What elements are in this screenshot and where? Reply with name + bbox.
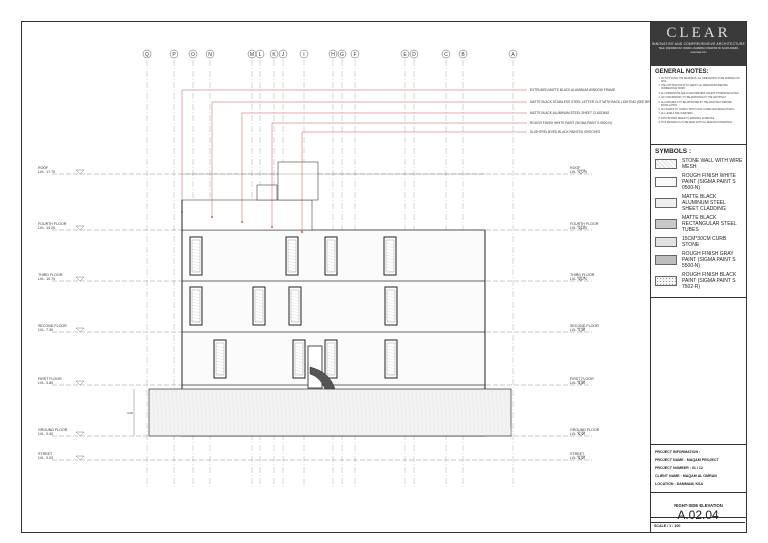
level-name-left: THIRD FLOOR	[38, 273, 63, 277]
level-name-left: GROUND FLOOR	[38, 428, 68, 432]
callout-dot	[211, 216, 213, 218]
grid-label: E	[403, 52, 407, 58]
grid-label: I	[303, 52, 305, 58]
symbol-row	[655, 236, 743, 248]
title-block	[650, 22, 746, 532]
ground-podium	[149, 389, 511, 436]
level-name-right: FIRST FLOOR	[570, 377, 594, 381]
note-item: 6. ALL WORKS TO COMPLY WITH LOCAL CODES AND REGULATIONS.	[661, 109, 743, 112]
symbol-swatch	[655, 159, 677, 169]
level-value-right: LVL. 14.20	[570, 226, 588, 230]
level-value-right: LVL. 17.70	[570, 170, 588, 174]
level-name-right: GROUND FLOOR	[570, 428, 600, 432]
callout-dot	[301, 231, 303, 233]
level-marker	[76, 226, 84, 230]
level-name-right: SECOND FLOOR	[570, 324, 599, 328]
grid-label: P	[172, 52, 176, 58]
symbol-row	[655, 158, 743, 170]
callout-dot	[241, 221, 243, 223]
grid-label: H	[331, 52, 335, 58]
level-value-left: LVL. 0.00	[38, 456, 54, 460]
level-name-right: FOURTH FLOOR	[570, 222, 599, 226]
grid-label: N	[208, 52, 212, 58]
symbol-label: ROUGH FINISH BLACK PAINT (SIGMA PAINT S 7502-R)	[682, 272, 737, 290]
project-location: LOCATION : DAMMAM, KSA	[655, 482, 704, 486]
general-notes	[651, 66, 746, 145]
note-item: 5. ALL MATERIALS TO BE APPROVED BY THE ARCHITECT BEFORE INSTALLATION.	[661, 102, 743, 108]
note-item: 1. DO NOT SCALE THE DRAWINGS. ALL DIMENSIONS TO BE VERIFIED ON SITE.	[661, 78, 743, 84]
level-value-left: LVL. 3.80	[38, 381, 54, 385]
level-name-right: ROOF	[570, 166, 581, 170]
callout-text: MATTE BLACK STAINLESS STEEL LETTER CUT WITH BACK LIGHTING (SEE BR	[530, 100, 650, 104]
level-marker	[76, 381, 84, 385]
level-marker	[76, 328, 84, 332]
note-item: 2. THE CONTRACTOR IS TO VERIFY ALL DIMENSIONS BEFORE COMMENCING WORK.	[661, 85, 743, 91]
grid-label: A	[511, 52, 515, 58]
project-info-title: PROJECT INFORMATION :	[655, 450, 701, 454]
penthouse	[182, 200, 312, 230]
roof-box	[257, 185, 277, 200]
symbol-label: 15CM*30CM CURB STONE	[682, 236, 727, 248]
level-value-left: LVL. 10.70	[38, 277, 56, 281]
sheet-scale: SCALE / 1 : 100	[654, 524, 681, 528]
firm-address: TELE: (00)00000 FAX: 000000 • DAMMAM, KINGDOM OF SAUDI ARABIA	[658, 47, 739, 50]
general-notes-title: GENERAL NOTES:	[655, 69, 709, 75]
level-value-right: LVL. 0.00	[570, 456, 586, 460]
callout-text: MATTE BLACK ALUMINUM STEEL SHEET CLADDING	[530, 111, 610, 115]
level-value-right: LVL. 0.40	[570, 432, 586, 436]
symbol-swatch	[655, 255, 677, 265]
note-item: 3. ALL DIMENSIONS ARE IN CENTIMETERS UNLESS OTHERWISE NOTED.	[661, 93, 743, 96]
grid-label: L	[258, 52, 262, 58]
callout-text: ROUGH FINISH WHITE PAINT (SIGMA PAINT S 0500-N)	[530, 121, 612, 125]
level-value-left: LVL. 14.20	[38, 226, 56, 230]
firm-logo-block	[651, 22, 746, 66]
level-value-right: LVL. 10.70	[570, 277, 588, 281]
level-name-left: FIRST FLOOR	[38, 377, 62, 381]
grid-label: M	[249, 52, 255, 58]
level-name-left: FOURTH FLOOR	[38, 222, 67, 226]
symbols-legend	[651, 145, 746, 298]
grid-label: J	[281, 52, 285, 58]
grid-label: F	[353, 52, 357, 58]
grid-label: D	[412, 52, 416, 58]
symbol-swatch	[655, 276, 677, 286]
client-name: CLIENT NAME : MAQAM AL OMRAN	[655, 474, 717, 478]
notes-list	[655, 78, 743, 125]
firm-logo: CLEAR	[666, 25, 731, 41]
grid-label: Q	[145, 52, 149, 58]
level-name-left: ROOF	[38, 166, 49, 170]
level-name-right: THIRD FLOOR	[570, 273, 595, 277]
note-item: 4. ANY DISCREPANCY TO BE REPORTED TO THE ARCHITECT.	[661, 97, 743, 100]
level-marker	[76, 170, 84, 174]
level-value-left: LVL. 17.70	[38, 170, 56, 174]
symbol-label: ROUGH FINISH GRAY PAINT (SIGMA PAINT S 5500-N)	[682, 251, 736, 269]
level-marker	[76, 456, 84, 460]
scale-divider	[651, 522, 745, 523]
symbol-swatch	[655, 177, 677, 187]
symbol-row	[655, 173, 743, 191]
symbol-swatch	[655, 198, 677, 208]
level-value-left: LVL. 0.40	[38, 432, 54, 436]
grid-label: K	[272, 52, 276, 58]
grid-label: G	[340, 52, 344, 58]
sheet-number: A.02.04	[677, 508, 719, 522]
grid-label: C	[444, 52, 448, 58]
level-marker	[76, 277, 84, 281]
callout-text: SLIGHTRELIEVED BLACK PAINTED GROOVES	[530, 130, 601, 134]
project-number: PROJECT NUMBER : 01 / 12	[655, 466, 703, 470]
symbol-swatch	[655, 237, 677, 247]
callout-dot	[271, 226, 273, 228]
level-value-right: LVL. 7.30	[570, 328, 586, 332]
blank-area	[651, 298, 746, 445]
note-item: 9. THIS DRAWING IS TO BE READ WITH ALL RELEVANT DRAWINGS.	[661, 122, 743, 125]
symbols-title: SYMBOLS :	[655, 148, 692, 155]
symbol-label: MATTE BLACK ALUMINUM STEEL SHEET CLADDING	[682, 194, 726, 212]
note-item: 8. FOR FINISHES REFER TO MATERIAL SCHEDULE.	[661, 118, 743, 121]
note-item: 7. ALL LEVELS ARE IN METERS.	[661, 113, 743, 116]
level-marker	[76, 432, 84, 436]
symbol-row	[655, 194, 743, 212]
symbol-row	[655, 272, 743, 290]
callout-text: EXTRUDED MATTE BLACK ALUMINUM WINDOW FRAME	[530, 88, 615, 92]
symbol-label: STONE WALL WITH WIRE MESH	[682, 158, 743, 170]
symbol-row	[655, 215, 743, 233]
grid-label: O	[191, 52, 195, 58]
sheet-title: RIGHT-SIDE ELEVATION	[651, 493, 746, 518]
level-value-right: LVL. 3.80	[570, 381, 586, 385]
level-name-right: STREET	[570, 452, 585, 456]
level-name-left: STREET	[38, 452, 53, 456]
elevation-svg	[22, 22, 650, 532]
level-value-left: LVL. 7.30	[38, 328, 54, 332]
symbol-swatch	[655, 219, 677, 229]
symbols-list	[655, 158, 743, 290]
project-information	[651, 445, 746, 493]
dimension-text: 3.00	[127, 411, 133, 415]
symbol-label: ROUGH FINISH WHITE PAINT (SIGMA PAINT S 0500-N)	[682, 173, 736, 191]
symbol-row	[655, 251, 743, 269]
firm-website: www.clear.com	[690, 51, 707, 54]
level-name-left: SECOND FLOOR	[38, 324, 67, 328]
firm-tagline: INNOVATIVE AND COMPREHENSIVE ARCHITECTURE	[651, 42, 746, 46]
symbol-label: MATTE BLACK RECTANGULAR STEEL TUBES	[682, 215, 737, 233]
grid-label: B	[461, 52, 465, 58]
project-name: PROJECT NAME : MAQAM PROJECT	[655, 458, 719, 462]
stair-core	[278, 162, 318, 200]
elevation-drawing	[22, 22, 650, 532]
